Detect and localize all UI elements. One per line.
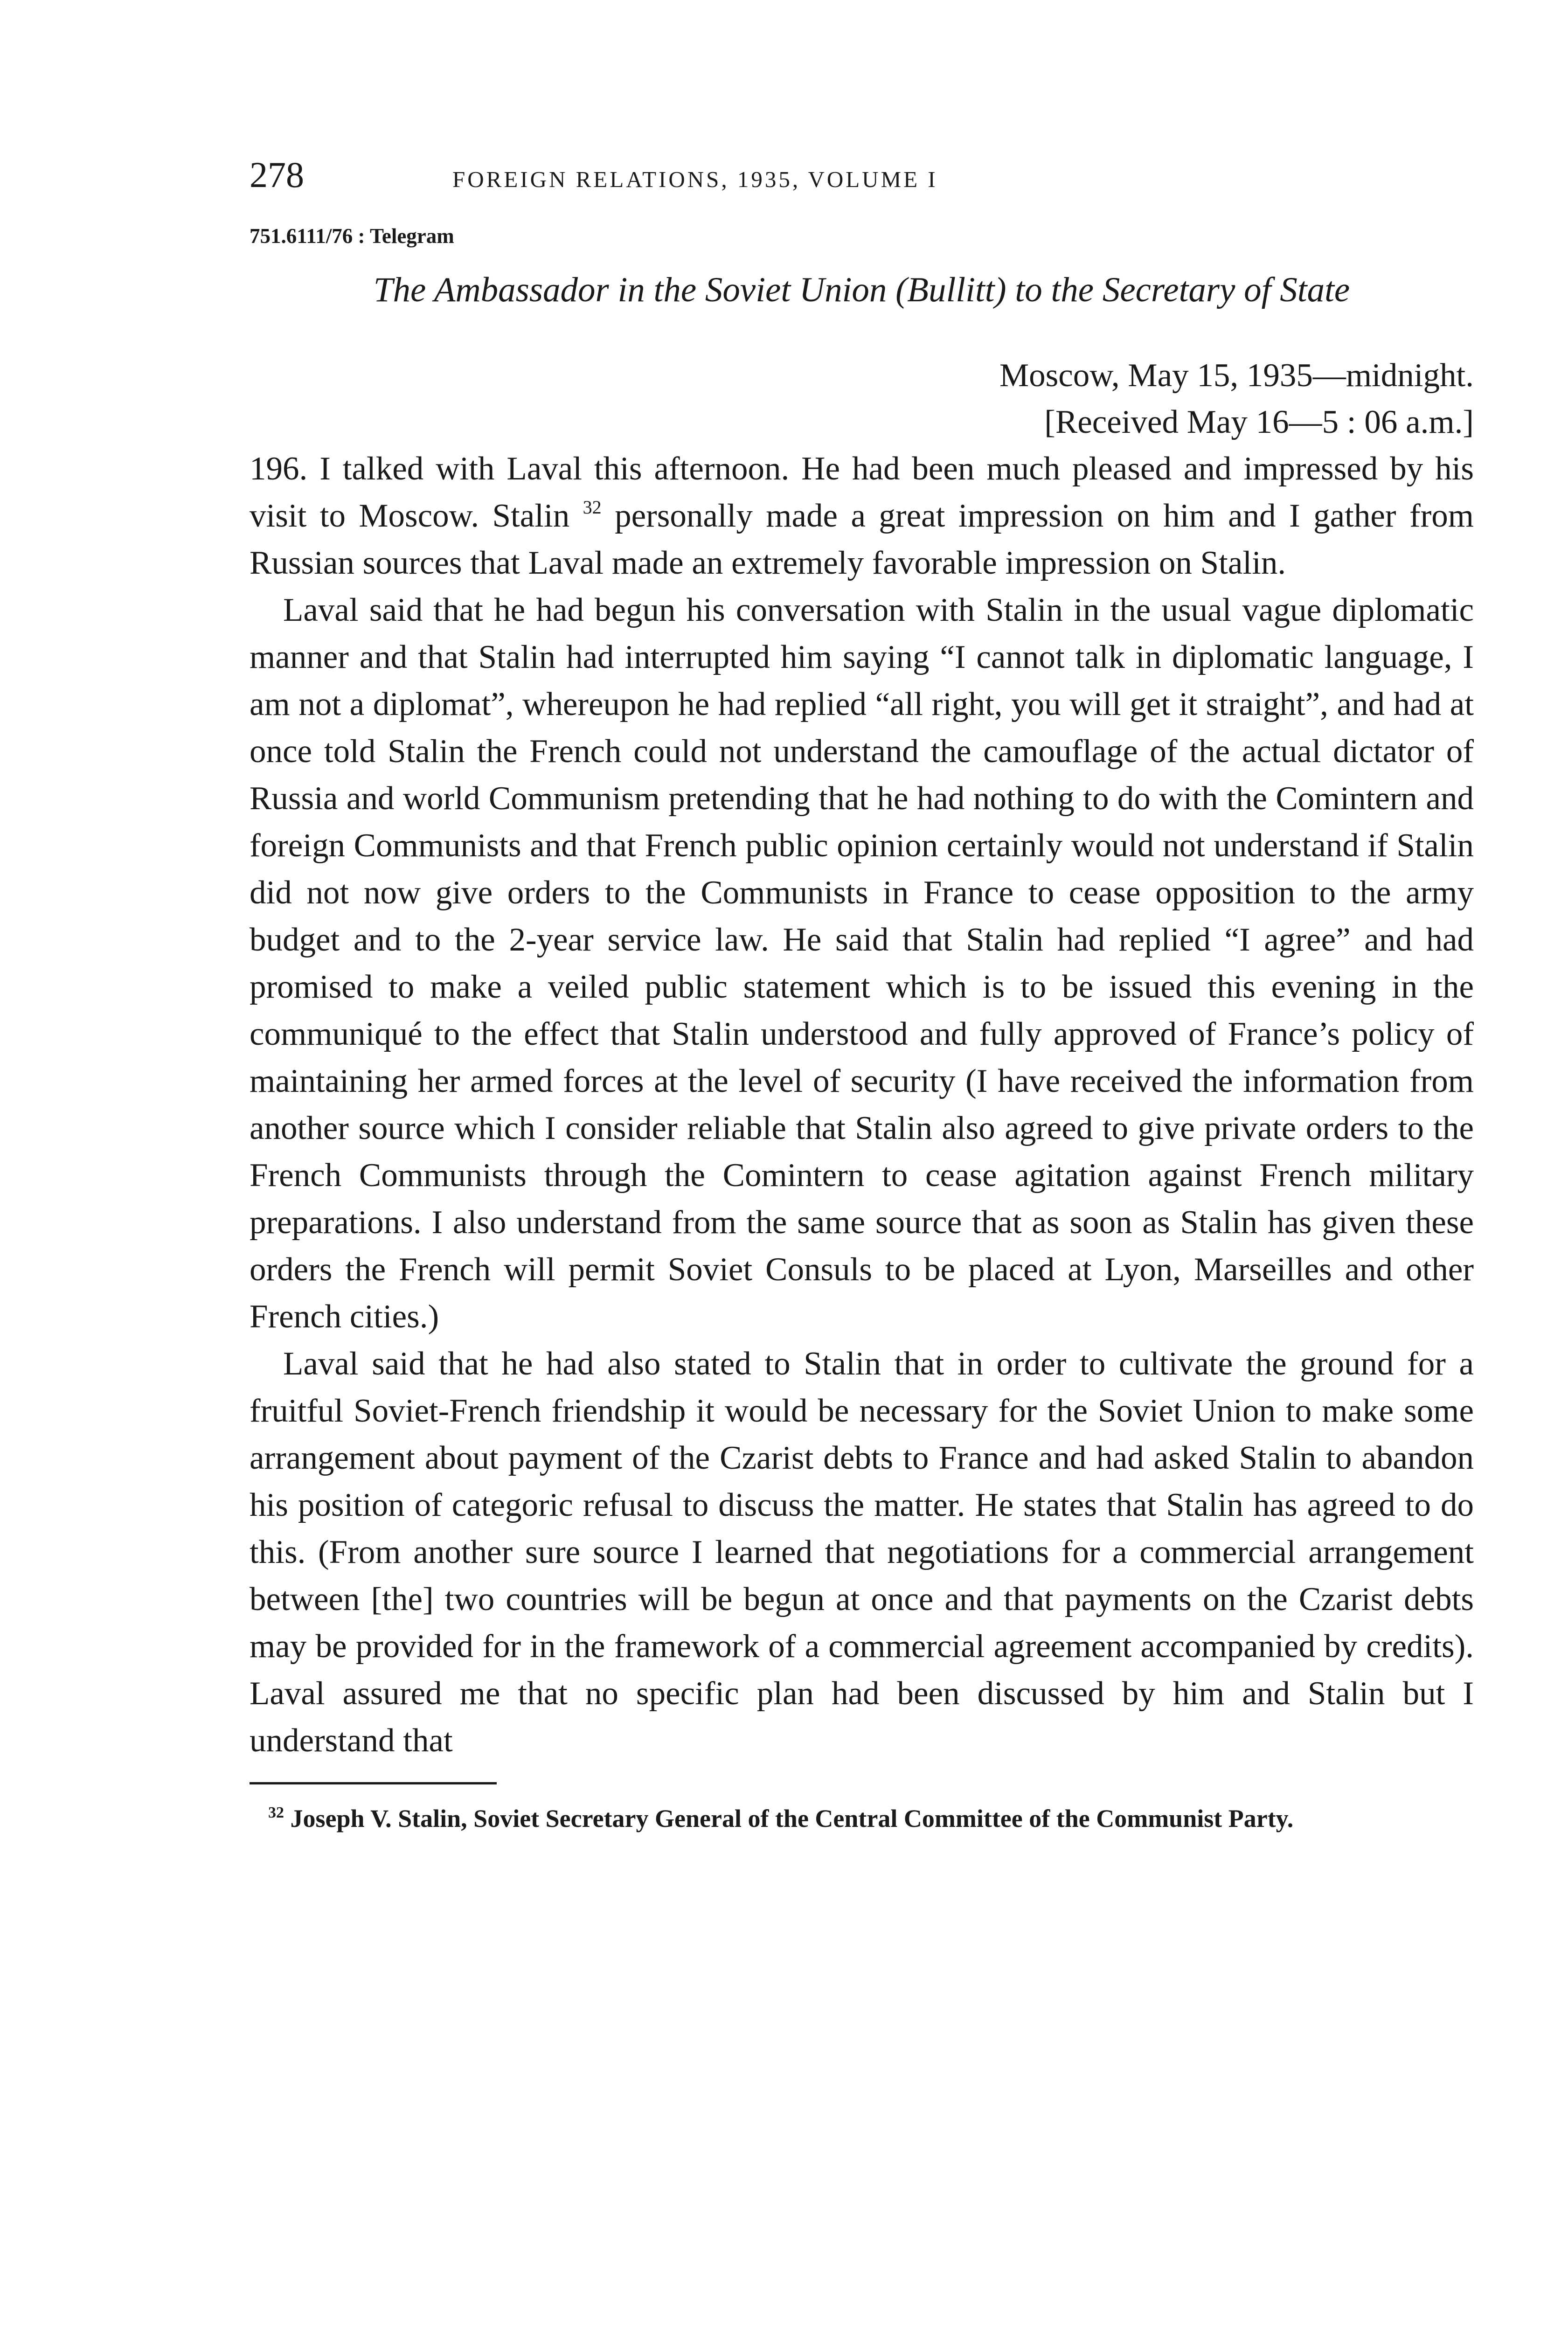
paragraph-1-text: 196. I talked with Laval this afternoon. He had been much pleased and impressed by his visit to Moscow. Stalin (250, 451, 1474, 534)
footnote-reference: 32 (583, 497, 602, 518)
body-paragraph-2: Laval said that he had begun his conversation with Stalin in the usual vague diplomatic manner and that Stalin had interrupted him saying “I cannot talk in diplomatic language, I am not a diplomat”, whereupon he had replied “all right, you will get it straight”, and had at once told Stalin the French could not understand the camouflage of the actual dictator of Russia and world Communism pretending that he had nothing to do with the Comintern and foreign Communists and that French public opinion certainly would not understand if Stalin did not now give orders to the Communists in France to cease opposition to the army budget and to the 2-year service law. He said that Stalin had replied “I agree” and had promised to make a veiled public statement which is to be issued this evening in the communiqué to the effect that Stalin understood and fully approved of France’s policy of maintaining her armed forces at the level of security (I have received the information from another source which I consider reliable that Stalin also agreed to give private orders to the French Communists through the Comintern to cease agitation against French military preparations. I also understand from the same source that as soon as Stalin has given these orders the French will permit Soviet Consuls to be placed at Lyon, Marseilles and other French cities.) (250, 592, 1474, 1335)
telegram-body (250, 445, 1474, 1764)
file-reference: 751.6111/76 : Telegram (250, 224, 454, 248)
paragraph-1-text-continued: personally made a great impression on him and I gather from Russian sources that Laval made an extremely favorable impression on Stalin. (250, 498, 1474, 581)
body-paragraph-1 (250, 445, 1474, 587)
document-title: The Ambassador in the Soviet Union (Bullitt) to the Secretary of State (373, 271, 1350, 309)
footnote-text: Joseph V. Stalin, Soviet Secretary General of the Central Committee of the Communist Party. (290, 1805, 1294, 1832)
footnote-marker: 32 (268, 1804, 284, 1821)
dateline: Moscow, May 15, 1935—midnight. (999, 357, 1474, 394)
footnote (250, 1804, 1474, 1833)
received-note: [Received May 16—5 : 06 a.m.] (1044, 404, 1474, 440)
page-number: 278 (250, 154, 304, 195)
dateline-block (250, 352, 1474, 445)
document-page (250, 154, 1474, 1833)
footnote-divider (250, 1782, 497, 1784)
running-head-title: FOREIGN RELATIONS, 1935, VOLUME I (452, 167, 938, 192)
body-paragraph-3: Laval said that he had also stated to Stalin that in order to cultivate the ground for a fruitful Soviet-French friendship it would be necessary for the Soviet Union to make some arrangement about payment of the Czarist debts to France and had asked Stalin to abandon his position of categoric refusal to discuss the matter. He states that Stalin has agreed to do this. (From another sure source I learned that negotiations for a commercial arrangement between [the] two countries will be begun at once and that payments on the Czarist debts may be provided for in the framework of a commercial agreement accompanied by credits). Laval assured me that no specific plan had been discussed by him and Stalin but I understand that (250, 1346, 1474, 1759)
running-head (250, 154, 1474, 205)
